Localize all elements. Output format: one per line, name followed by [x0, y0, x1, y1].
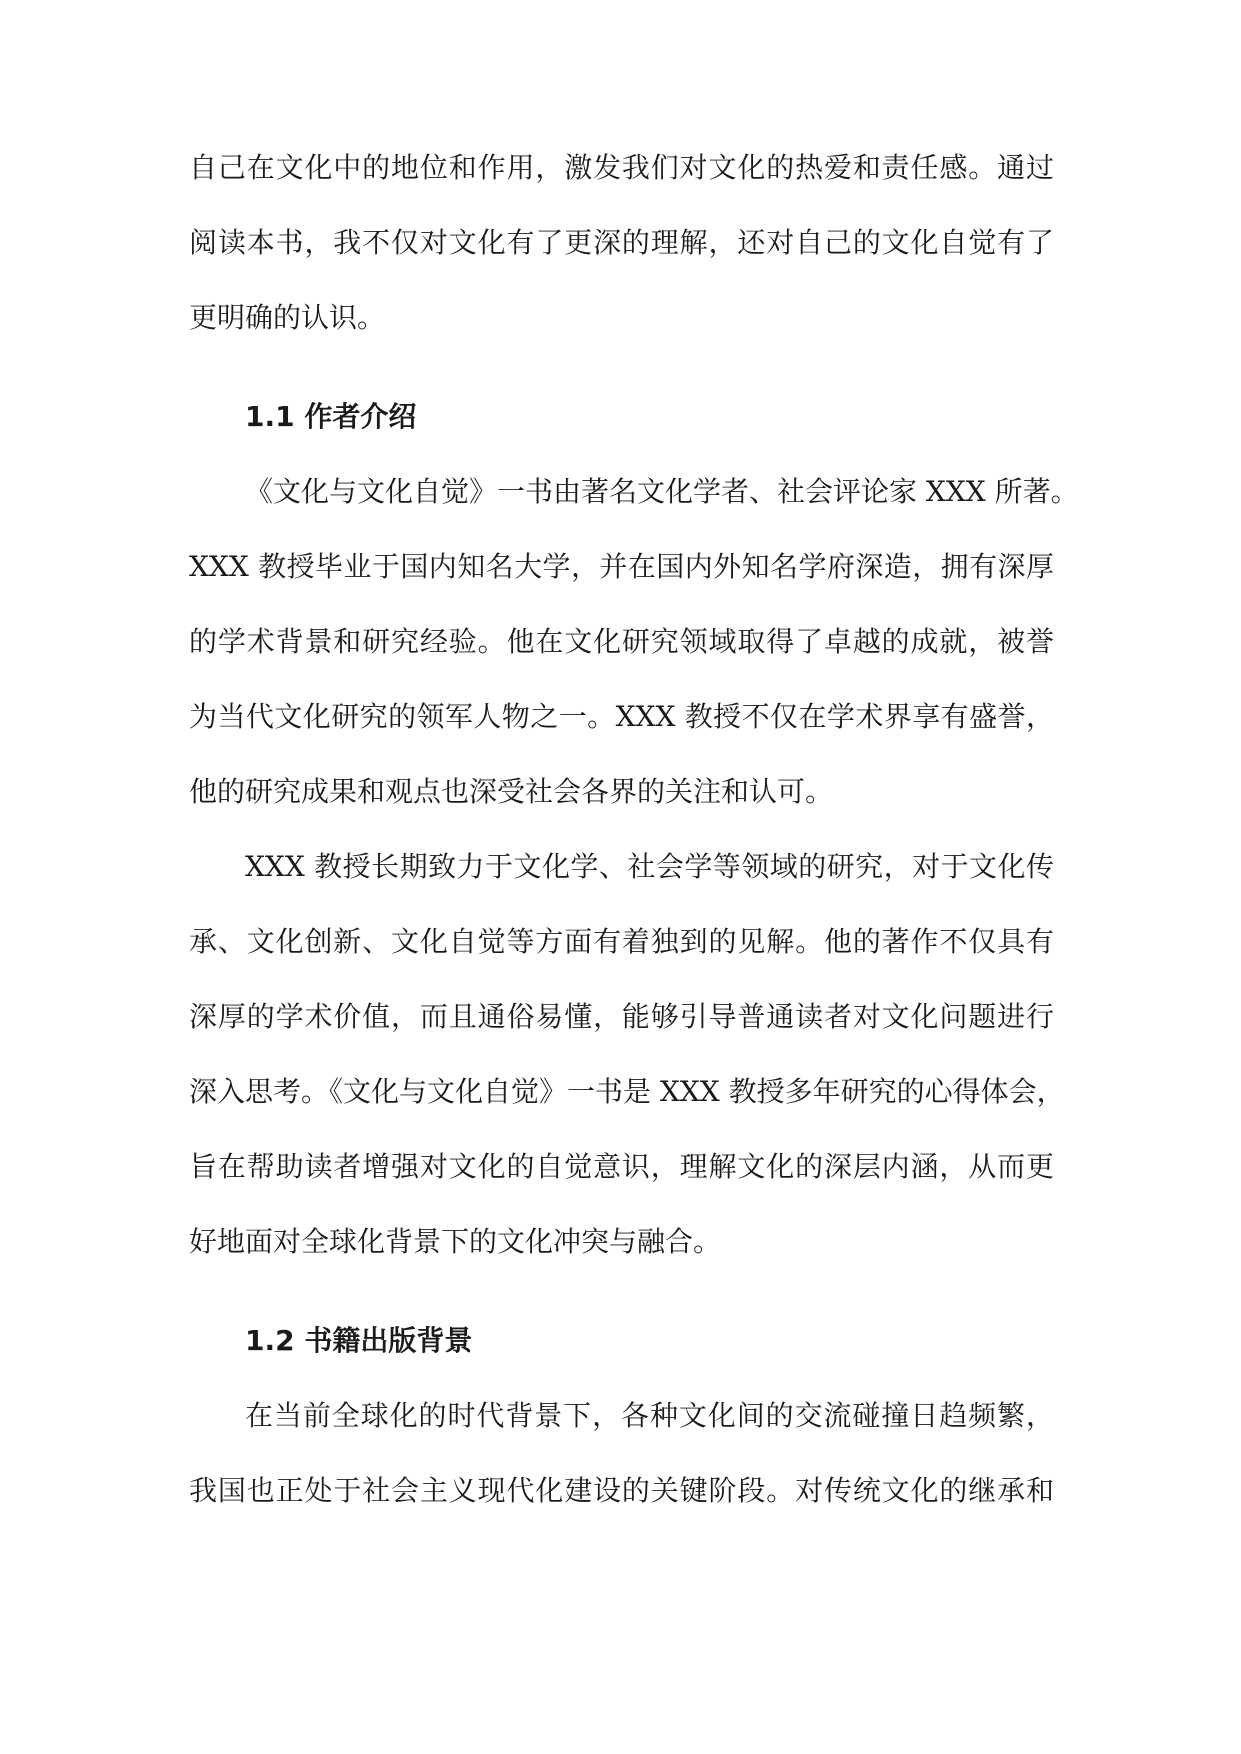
text-line: 自己在文化中的地位和作用，激发我们对文化的热爱和责任感。通过	[189, 151, 1054, 184]
text-line: 承、文化创新、文化自觉等方面有着独到的见解。他的著作不仅具有	[189, 925, 1054, 958]
text-line: 我国也正处于社会主义现代化建设的关键阶段。对传统文化的继承和	[189, 1474, 1054, 1507]
text-line: 阅读本书，我不仅对文化有了更深的理解，还对自己的文化自觉有了	[189, 226, 1054, 259]
section-heading: 1.1 作者介绍	[245, 400, 417, 433]
author-paragraph-1	[189, 462, 1079, 837]
text-line: 深厚的学术价值，而且通俗易懂，能够引导普通读者对文化问题进行	[189, 1000, 1054, 1033]
text-line: 《文化与文化自觉》一书由著名文化学者、社会评论家 XXX 所著。	[245, 475, 1079, 508]
section-spacer	[189, 1287, 1054, 1311]
text-line: 好地面对全球化背景下的文化冲突与融合。	[189, 1225, 722, 1258]
document-body	[189, 138, 1079, 1536]
text-line: 旨在帮助读者增强对文化的自觉意识，理解文化的深层内涵，从而更	[189, 1150, 1054, 1183]
section-spacer	[189, 363, 1054, 387]
text-line: 为当代文化研究的领军人物之一。XXX 教授不仅在学术界享有盛誉，	[189, 700, 1054, 733]
section-author-intro	[189, 387, 1079, 1287]
author-paragraph-2	[189, 837, 1065, 1287]
section-publication-background	[189, 1311, 1054, 1536]
text-line: XXX 教授毕业于国内知名大学，并在国内外知名学府深造，拥有深厚	[189, 550, 1054, 583]
text-line: XXX 教授长期致力于文化学、社会学等领域的研究，对于文化传	[245, 850, 1054, 883]
intro-paragraph	[189, 138, 1054, 363]
text-line: 他的研究成果和观点也深受社会各界的关注和认可。	[189, 775, 834, 808]
text-line: 的学术背景和研究经验。他在文化研究领域取得了卓越的成就，被誉	[189, 625, 1054, 658]
text-line: 在当前全球化的时代背景下，各种文化间的交流碰撞日趋频繁，	[245, 1399, 1054, 1432]
section-heading: 1.2 书籍出版背景	[245, 1324, 473, 1357]
text-line: 更明确的认识。	[189, 301, 386, 334]
background-paragraph-1	[189, 1386, 1054, 1536]
text-line: 深入思考。《文化与文化自觉》一书是 XXX 教授多年研究的心得体会，	[189, 1075, 1065, 1108]
